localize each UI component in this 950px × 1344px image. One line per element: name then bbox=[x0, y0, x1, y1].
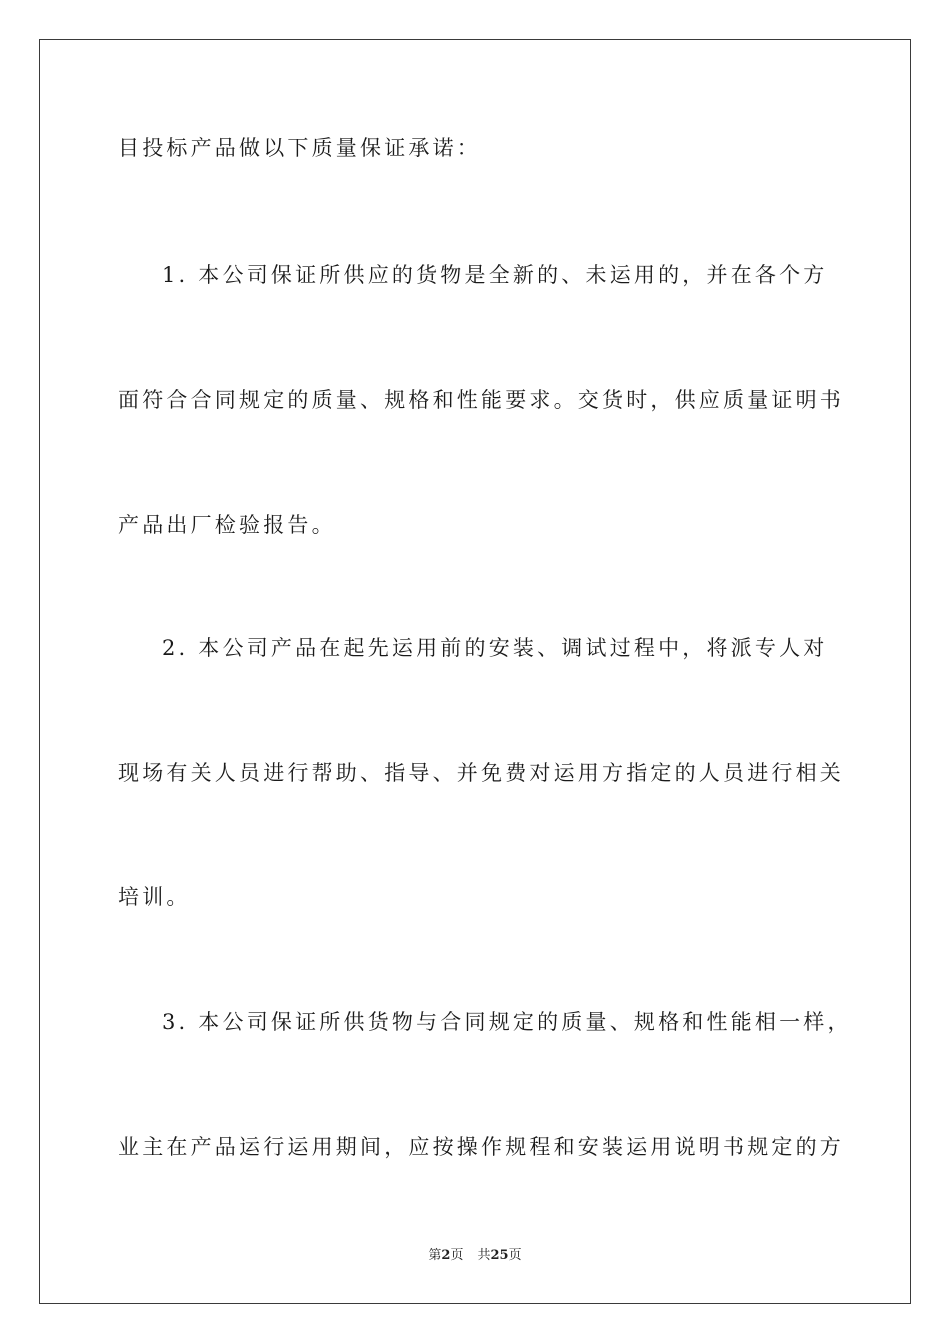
total-prefix: 共 bbox=[477, 1248, 491, 1263]
text-line: 2. 本公司产品在起先运用前的安装、调试过程中，将派专人对 bbox=[162, 636, 828, 660]
page-border bbox=[39, 39, 911, 1304]
current-page-number: 2 bbox=[441, 1248, 451, 1263]
total-page-number: 25 bbox=[490, 1248, 509, 1263]
text-line: 1. 本公司保证所供应的货物是全新的、未运用的，并在各个方 bbox=[162, 263, 828, 287]
total-unit: 页 bbox=[508, 1248, 522, 1263]
text-line: 培训。 bbox=[118, 885, 191, 909]
page-unit: 页 bbox=[450, 1248, 464, 1263]
page-footer bbox=[0, 1249, 950, 1262]
text-line: 目投标产品做以下质量保证承诺： bbox=[118, 136, 481, 160]
text-line: 业主在产品运行运用期间，应按操作规程和安装运用说明书规定的方 bbox=[118, 1135, 844, 1159]
text-line: 现场有关人员进行帮助、指导、并免费对运用方指定的人员进行相关 bbox=[118, 761, 844, 785]
text-line: 3. 本公司保证所供货物与合同规定的质量、规格和性能相一样， bbox=[162, 1010, 852, 1034]
page-prefix: 第 bbox=[428, 1248, 442, 1263]
text-line: 产品出厂检验报告。 bbox=[118, 513, 336, 537]
text-line: 面符合合同规定的质量、规格和性能要求。交货时，供应质量证明书 bbox=[118, 388, 844, 412]
